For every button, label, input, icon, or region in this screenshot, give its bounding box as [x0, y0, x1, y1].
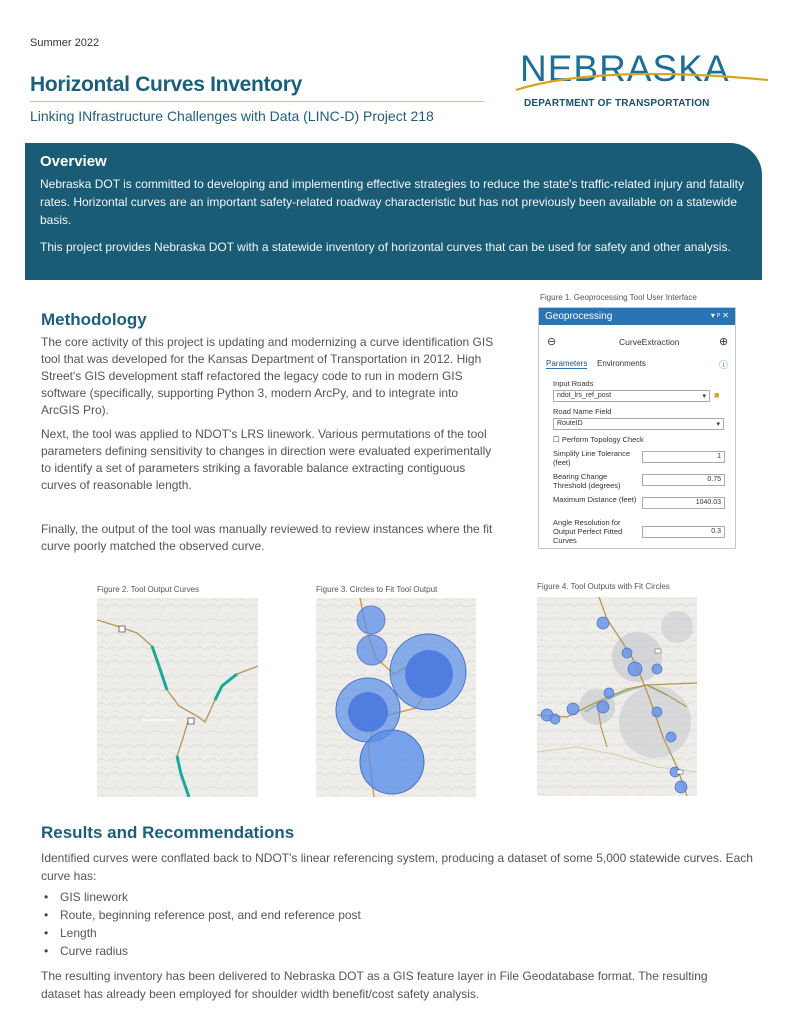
page-subtitle: Linking INfrastructure Challenges with Data (LINC-D) Project 218 — [30, 108, 434, 124]
figure-4-caption: Figure 4. Tool Outputs with Fit Circles — [537, 582, 670, 591]
season-label: Summer 2022 — [30, 37, 100, 49]
figure-3-caption: Figure 3. Circles to Fit Tool Output — [316, 585, 438, 594]
list-item: • Length — [41, 924, 741, 942]
logo-swoosh-icon — [512, 68, 772, 94]
add-icon[interactable]: ⊕ — [719, 336, 729, 348]
folder-icon[interactable]: ■ — [714, 390, 720, 400]
outputs-fit-circles-map — [537, 597, 697, 796]
max-distance-label: Maximum Distance (feet) — [553, 495, 637, 504]
methodology-paragraph-1: The core activity of this project is updating and modernizing a curve identification GIS tool that was developed for the Kansas Department of Transportation in 2012. High Street's GIS development staff refactored the legacy code to run in modern GIS software (specifically, supporting Python 3, modern ArcPy, and to integrate into ArcGIS Pro). — [41, 335, 494, 417]
nebraska-logo-wordmark: NEBRASKA — [520, 48, 730, 89]
back-arrow-icon[interactable]: ⊖ — [547, 336, 557, 348]
tab-parameters[interactable]: Parameters — [546, 359, 588, 368]
topology-checkbox[interactable]: ☐ Perform Topology Check — [553, 435, 644, 444]
geoprocessing-header — [539, 308, 735, 325]
figure-3-map — [316, 598, 476, 797]
simplify-label: Simplify Line Tolerance (feet) — [553, 449, 630, 467]
circles-fit-map — [316, 598, 476, 797]
list-item: • Route, beginning reference post, and end reference post — [41, 906, 741, 924]
simplify-field[interactable]: 1 — [642, 451, 725, 463]
tool-output-curves-map — [97, 598, 258, 797]
road-name-label: Road Name Field — [553, 407, 612, 416]
methodology-heading: Methodology — [41, 310, 147, 329]
title-rule — [30, 101, 484, 102]
list-item: • GIS linework — [41, 888, 741, 906]
bearing-label: Bearing Change Threshold (degrees) — [553, 472, 621, 490]
max-distance-field[interactable]: 1040.03 — [642, 497, 725, 509]
figure-2-caption: Figure 2. Tool Output Curves — [97, 585, 200, 594]
angle-label: Angle Resolution for Output Perfect Fitted Curves — [553, 518, 623, 545]
overview-paragraph-1: Nebraska DOT is committed to developing and implementing effective strategies to reduce the state's traffic-related injury and fatality rates. Horizontal curves are an important safety-related roadway characteristic but has not previously been available on a statewide basis. — [40, 177, 744, 227]
tool-name: CurveExtraction — [619, 337, 680, 347]
angle-field[interactable]: 0.3 — [642, 526, 725, 538]
input-roads-label: Input Roads — [553, 379, 594, 388]
methodology-paragraph-2: Next, the tool was applied to NDOT's LRS linework. Various permutations of the tool parameters defining sensitivity to changes in direction were evaluated experimentally to identify a set of parameters striking a favorable balance extracting contiguous curves of reasonable length. — [41, 427, 492, 492]
figure-4-map — [537, 597, 697, 796]
overview-panel — [25, 143, 762, 280]
figure-1-caption: Figure 1. Geoprocessing Tool User Interface — [540, 293, 697, 302]
logo-subtitle: DEPARTMENT OF TRANSPORTATION — [524, 98, 710, 109]
tab-environments[interactable]: Environments — [597, 359, 646, 368]
page-title: Horizontal Curves Inventory — [30, 73, 302, 96]
list-item: • Curve radius — [41, 942, 741, 960]
overview-paragraph-2: This project provides Nebraska DOT with a statewide inventory of horizontal curves that can be used for safety and other analysis. — [40, 240, 731, 254]
results-paragraph-1: Identified curves were conflated back to NDOT's linear referencing system, producing a dataset of some 5,000 statewide curves. Each curve has: — [41, 851, 753, 883]
input-roads-field[interactable]: ndot_lrs_ref_post ▾ — [553, 390, 710, 402]
results-heading: Results and Recommendations — [41, 823, 295, 842]
curve-attributes-list — [41, 888, 741, 960]
figure-2-map — [97, 598, 258, 797]
bearing-field[interactable]: 0.75 — [642, 474, 725, 486]
overview-heading: Overview — [40, 153, 107, 170]
panel-controls-icon[interactable]: ▾ ᵖ ✕ — [710, 311, 729, 320]
road-name-field[interactable]: RouteID ▾ — [553, 418, 724, 430]
results-paragraph-2: The resulting inventory has been delivered to Nebraska DOT as a GIS feature layer in File Geodatabase format. The resulting dataset has already been employed for shoulder width benefit/cost safety analysis. — [41, 969, 708, 1001]
methodology-paragraph-3: Finally, the output of the tool was manually reviewed to review instances where the fit curve poorly matched the observed curve. — [41, 522, 493, 553]
help-icon[interactable]: ⓘ — [719, 360, 729, 370]
geoprocessing-title: Geoprocessing — [545, 311, 613, 322]
geoprocessing-panel — [538, 307, 736, 549]
